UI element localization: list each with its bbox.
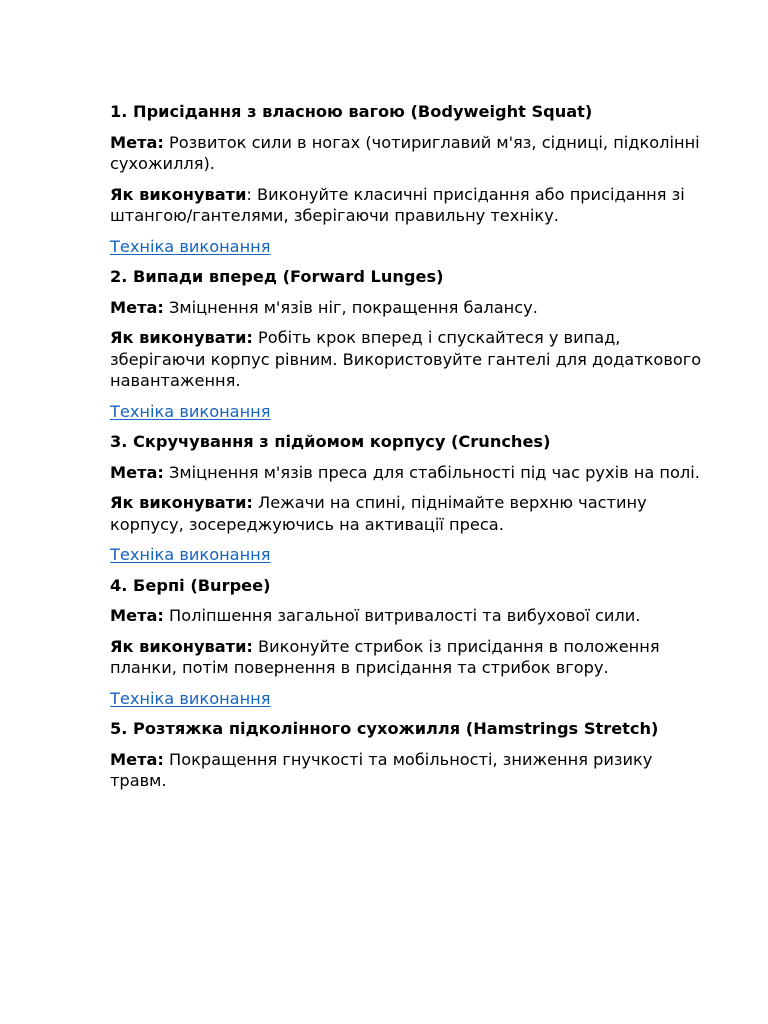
exercise-goal (110, 749, 710, 792)
exercise-how-to (110, 492, 710, 535)
goal-text: Покращення гнучкості та мобільності, зниження ризику травм. (110, 749, 653, 790)
exercise-title: 4. Берпі (Burpee) (110, 575, 271, 595)
goal-label: Мета: (110, 606, 164, 625)
exercise-goal (110, 462, 710, 484)
exercise-goal (110, 132, 710, 175)
exercise-title: 3. Скручування з підйомом корпусу (Crunches) (110, 432, 551, 451)
how-label: Як виконувати (110, 184, 247, 204)
exercise-how-to (110, 184, 710, 227)
exercise-5 (110, 718, 710, 792)
how-text: : Виконуйте класичні присідання або присідання зі штангою/гантелями, зберігаючи правильну техніку. (110, 184, 685, 225)
how-label: Як виконувати: (110, 493, 253, 512)
how-label: Як виконувати: (110, 636, 253, 656)
technique-link[interactable]: Техніка виконання (110, 401, 271, 421)
goal-label: Мета: (110, 462, 164, 482)
technique-link[interactable]: Техніка виконання (110, 688, 271, 708)
how-text: Виконуйте стрибок із присідання в положення планки, потім повернення в присідання та стрибок вгору. (110, 636, 660, 677)
goal-text: Поліпшення загальної витривалості та вибухової сили. (163, 606, 641, 625)
exercise-how-to (110, 636, 710, 679)
how-text: Робіть крок вперед і спускайтеся у випад, зберігаючи корпус рівним. Використовуйте гантелі для додаткового навантаження. (110, 328, 702, 390)
exercise-title: 1. Присідання з власною вагою (Bodyweight Squat) (110, 102, 593, 121)
exercise-4 (110, 575, 710, 710)
goal-label: Мета: (110, 749, 164, 769)
technique-link[interactable]: Техніка виконання (110, 236, 271, 256)
how-label: Як виконувати: (110, 328, 253, 347)
exercise-title: 5. Розтяжка підколінного сухожилля (Hamstrings Stretch) (110, 719, 659, 738)
exercise-goal (110, 297, 710, 319)
goal-text: Зміцнення м'язів преса для стабільності під час рухів на полі. (163, 462, 700, 482)
document-page (110, 101, 710, 801)
exercise-3 (110, 431, 710, 566)
goal-label: Мета: (110, 297, 164, 317)
goal-label: Мета: (110, 132, 164, 152)
exercise-1 (110, 101, 710, 257)
exercise-2 (110, 266, 710, 422)
goal-text: Зміцнення м'язів ніг, покращення балансу. (163, 297, 538, 317)
exercise-title: 2. Випади вперед (Forward Lunges) (110, 267, 444, 286)
goal-text: Розвиток сили в ногах (чотириглавий м'яз, сідниці, підколінні сухожилля). (110, 132, 700, 173)
how-text: Лежачи на спині, піднімайте верхню частину корпусу, зосереджуючись на активації преса. (110, 493, 647, 534)
exercise-how-to (110, 327, 710, 392)
exercise-goal (110, 605, 710, 627)
technique-link[interactable]: Техніка виконання (110, 545, 271, 564)
